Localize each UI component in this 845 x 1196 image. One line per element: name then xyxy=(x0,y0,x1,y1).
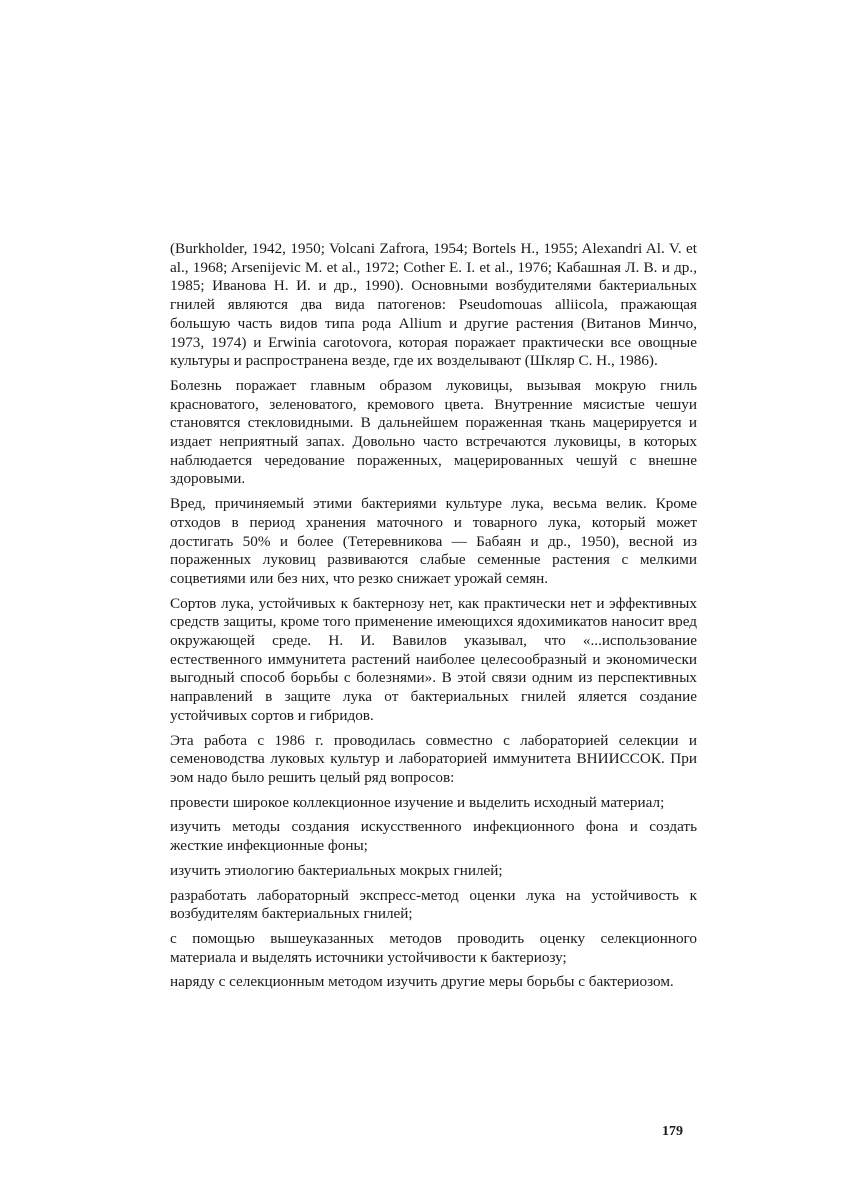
task-list-item: изучить методы создания искусственного инфекционного фона и создать жесткие инфекционные фоны; xyxy=(170,818,697,855)
page-number: 179 xyxy=(662,1124,683,1139)
paragraph-resistance: Сортов лука, устойчивых к бактернозу нет, как практически нет и эффективных средств защиты, кроме того применение имеющихся ядохимикатов наносит вред окружающей среде. Н. И. Вавилов указывал, что «...использование естественного иммунитета растений наиболее целесообразный и экономически выгодный способ борьбы с болезнями». В этой связи одним из перспективных направлений в защите лука от бактериальных гнилей яляется создание устойчивых сортов и гибридов. xyxy=(170,594,697,724)
task-list-item: наряду с селекционным методом изучить другие меры борьбы с бактериозом. xyxy=(170,973,674,991)
task-list-item: изучить этиологию бактериальных мокрых гнилей; xyxy=(170,861,503,879)
text-column xyxy=(170,240,697,998)
paragraph-work-tasks: Эта работа с 1986 г. проводилась совместно с лабораторией селекции и семеноводства луковых культур и лабораторией иммунитета ВНИИССОК. При эом надо было решить целый ряд вопросов: xyxy=(170,731,697,786)
task-list-item: провести широкое коллекционное изучение и выделить исходный материал; xyxy=(170,793,665,811)
task-list-item: с помощью вышеуказанных методов проводить оценку селекционного материала и выделять источники устойчивости к бактериозу; xyxy=(170,929,697,966)
paragraph-damage: Вред, причиняемый этими бактериями культуре лука, весьма велик. Кроме отходов в период хранения маточного и товарного лука, который может достигать 50% и более (Тетеревникова — Бабаян и др., 1950), весной из пораженных луковиц развиваются слабые семенные растения с мелкими соцветиями или без них, что резко снижает урожай семян. xyxy=(170,495,697,587)
paragraph-disease-description: Болезнь поражает главным образом луковицы, вызывая мокрую гниль красноватого, зеленоватого, кремового цвета. Внутренние мясистые чешуи становятся стекловидными. В дальнейшем пораженная ткань мацерируется и издает неприятный запах. Довольно часто встречаются луковицы, в которых наблюдается чередование пораженных, мацерированных чешуй с внешне здоровыми. xyxy=(170,376,697,488)
task-list-item: разработать лабораторный экспресс-метод оценки лука на устойчивость к возбудителям бактериальных гнилей; xyxy=(170,886,697,923)
paragraph-references: (Burkholder, 1942, 1950; Volcani Zafrora, 1954; Bortels H., 1955; Alexandri Al. V. et al., 1968; Arsenijevic M. et al., 1972; Cother E. I. et al., 1976; Кабашная Л. В. и др., 1985; Иванова Н. И. и др., 1990). Основными возбудителями бактериальных гнилей являются два вида патогенов: Pseudomouas alliicola, пражающая большую часть видов типа рода Allium и другие растения (Витанов Минчо, 1973, 1974) и Erwinia carotovora, которая поражает практически все овощные культуры и распространена везде, где их возделывают (Шкляр С. Н., 1986). xyxy=(170,240,697,370)
